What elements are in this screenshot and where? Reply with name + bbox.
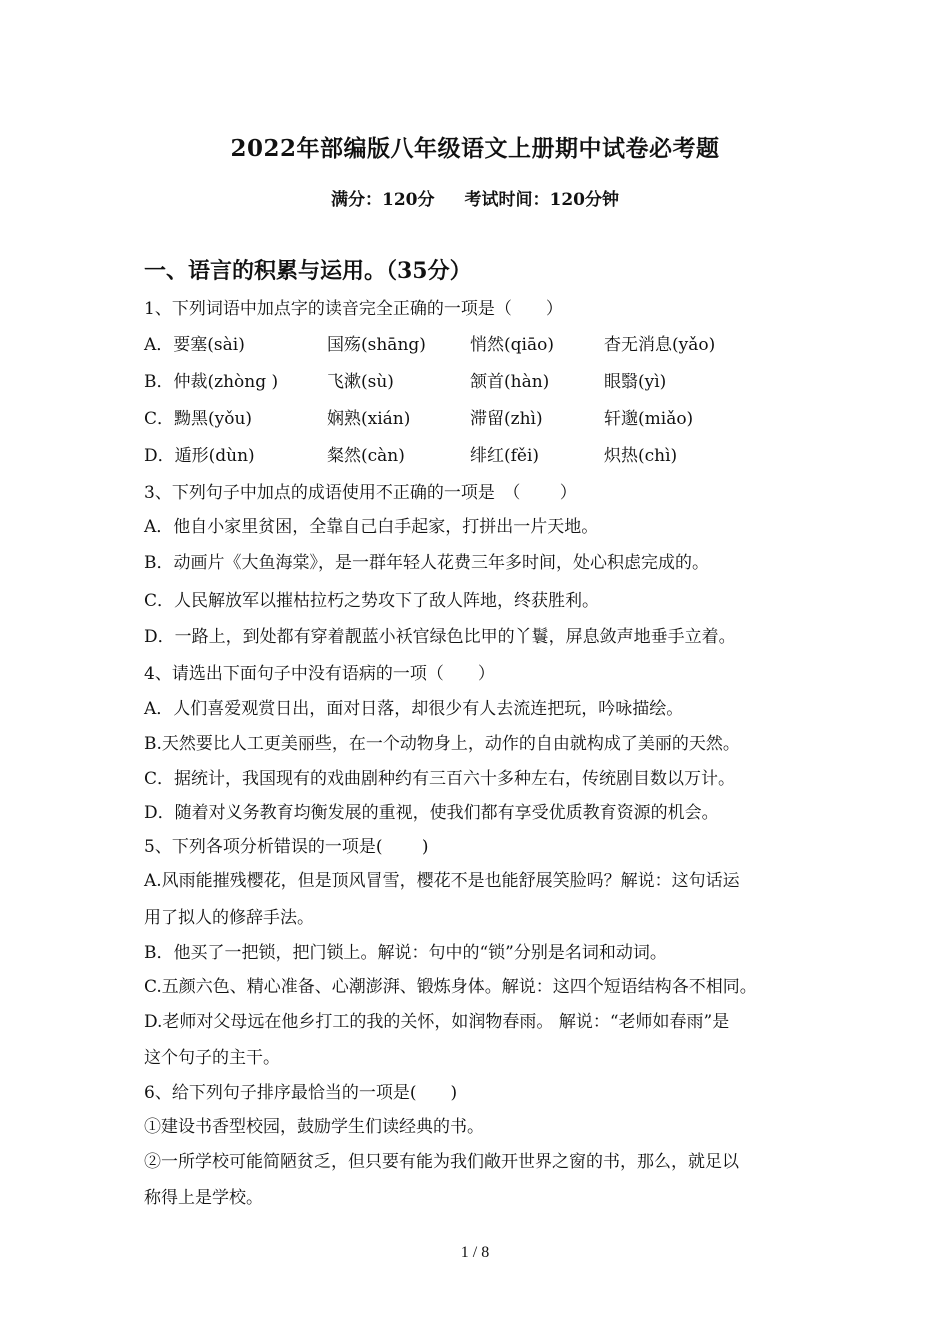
question-6-stem: 6、给下列句子排序最恰当的一项是( ) bbox=[144, 1083, 458, 1103]
option-cell: 炽热(chì) bbox=[604, 446, 678, 466]
page-number: 1 / 8 bbox=[460, 1244, 490, 1261]
option-cell: 杳无消息(yǎo) bbox=[604, 335, 716, 355]
full-score: 满分：120分 bbox=[331, 190, 435, 210]
option-cell: A．要塞(sài) bbox=[144, 335, 245, 355]
question-3-stem: 3、下列句子中加点的成语使用不正确的一项是 （ ） bbox=[144, 483, 577, 503]
section-heading: 一、语言的积累与运用。（35分） bbox=[144, 258, 472, 284]
option-cell: 滞留(zhì) bbox=[470, 409, 543, 429]
option-cell: 颔首(hàn) bbox=[470, 372, 550, 392]
option-cell: 眼翳(yì) bbox=[604, 372, 667, 392]
question-6-sentence-1: ①建设书香型校园，鼓励学生们读经典的书。 bbox=[144, 1117, 484, 1137]
option-cell: 娴熟(xián) bbox=[327, 409, 411, 429]
question-5-option-a: A.风雨能摧残樱花，但是顶风冒雪，樱花不是也能舒展笑脸吗？解说：这句话运 bbox=[144, 871, 740, 891]
question-4-option-d: D．随着对义务教育均衡发展的重视，使我们都有享受优质教育资源的机会。 bbox=[144, 803, 719, 823]
page-title: 2022年部编版八年级语文上册期中试卷必考题 bbox=[230, 135, 720, 162]
option-cell: 轩邈(miǎo) bbox=[604, 409, 694, 429]
question-4-option-b: B.天然要比人工更美丽些，在一个动物身上，动作的自由就构成了美丽的天然。 bbox=[144, 734, 740, 754]
question-4-option-a: A．人们喜爱观赏日出，面对日落，却很少有人去流连把玩，吟咏描绘。 bbox=[144, 699, 684, 719]
option-cell: 粲然(càn) bbox=[327, 446, 405, 466]
question-3-option-c: C．人民解放军以摧枯拉朽之势攻下了敌人阵地，终获胜利。 bbox=[144, 591, 600, 611]
exam-info bbox=[0, 185, 950, 210]
option-cell: C．黝黑(yǒu) bbox=[144, 409, 253, 429]
question-4-stem: 4、请选出下面句子中没有语病的一项（ ） bbox=[144, 664, 495, 684]
option-cell: B．仲裁(zhòng ) bbox=[144, 372, 279, 392]
option-cell: 国殇(shāng) bbox=[327, 335, 426, 355]
question-1-stem: 1、下列词语中加点字的读音完全正确的一项是（ ） bbox=[144, 299, 563, 319]
question-5-option-a-cont: 用了拟人的修辞手法。 bbox=[144, 908, 314, 928]
question-5-option-d-cont: 这个句子的主干。 bbox=[144, 1048, 280, 1068]
question-5-option-d: D.老师对父母远在他乡打工的我的关怀，如润物春雨。 解说：“老师如春雨”是 bbox=[144, 1012, 730, 1032]
question-6-sentence-2: ②一所学校可能简陋贫乏，但只要有能为我们敞开世界之窗的书，那么，就足以 bbox=[144, 1152, 739, 1172]
question-5-option-b: B．他买了一把锁，把门锁上。解说：句中的“锁”分别是名词和动词。 bbox=[144, 943, 667, 963]
question-6-sentence-2-cont: 称得上是学校。 bbox=[144, 1188, 263, 1208]
option-cell: 悄然(qiāo) bbox=[470, 335, 554, 355]
question-3-option-d: D．一路上，到处都有穿着靓蓝小袄官绿色比甲的丫鬟，屏息敛声地垂手立着。 bbox=[144, 627, 736, 647]
exam-time: 考试时间：120分钟 bbox=[464, 190, 619, 210]
question-5-stem: 5、下列各项分析错误的一项是( ) bbox=[144, 837, 429, 857]
question-4-option-c: C．据统计，我国现有的戏曲剧种约有三百六十多种左右，传统剧目数以万计。 bbox=[144, 769, 736, 789]
option-cell: 绯红(fěi) bbox=[470, 446, 540, 466]
question-3-option-a: A．他自小家里贫困，全靠自己白手起家，打拼出一片天地。 bbox=[144, 517, 599, 537]
question-3-option-b: B．动画片《大鱼海棠》，是一群年轻人花费三年多时间，处心积虑完成的。 bbox=[144, 553, 709, 573]
question-5-option-c: C.五颜六色、精心准备、心潮澎湃、锻炼身体。解说：这四个短语结构各不相同。 bbox=[144, 977, 757, 997]
option-cell: D．遁形(dùn) bbox=[144, 446, 255, 466]
option-cell: 飞漱(sù) bbox=[327, 372, 394, 392]
